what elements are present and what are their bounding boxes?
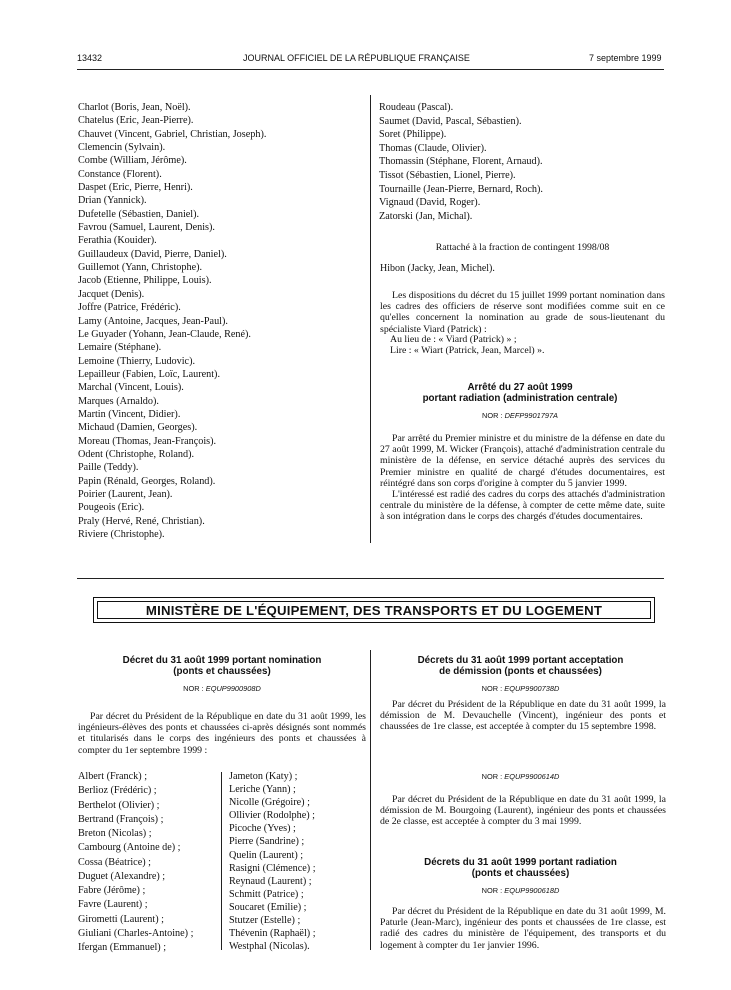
officer-name: Dufetelle (Sébastien, Daniel).	[78, 208, 200, 220]
radiation-paragraph: Par décret du Président de la République en date du 31 août 1999, M. Paturle (Jean-Marc), ingénieur des ponts et chaussées de 1re classe, est radié des cadres du ministère de l'équipement, des transports et du logement à compter du 1er janvier 1996.	[380, 906, 666, 951]
officer-name: Chatelus (Eric, Jean-Pierre).	[78, 115, 194, 127]
radiation-nor: NOR : EQUP9900618D	[481, 886, 560, 895]
officer-name: Zatorski (Jan, Michal).	[379, 210, 473, 222]
header-rule	[77, 69, 664, 70]
officer-name: Le Guyader (Yohann, Jean-Claude, René).	[78, 328, 251, 340]
officer-name: Soret (Philippe).	[379, 129, 447, 141]
officer-name: Lemoine (Thierry, Ludovic).	[78, 355, 196, 367]
officer-name: Saumet (David, Pascal, Sébastien).	[379, 115, 522, 127]
nominee-name: Quelin (Laurent) ;	[229, 849, 304, 861]
officer-name: Roudeau (Pascal).	[379, 102, 454, 113]
arrete-body	[380, 433, 665, 523]
officer-name: Charlot (Boris, Jean, Noël).	[78, 102, 191, 113]
page-number: 13432	[77, 53, 103, 63]
nominee-name: Favre (Laurent) ;	[78, 899, 148, 911]
nominee-name: Cambourg (Antoine de) ;	[78, 842, 181, 854]
arrete-nor: NOR : DEFP9901797A	[481, 411, 558, 420]
ministry-banner	[93, 597, 655, 623]
nominee-name: Jameton (Katy) ;	[229, 771, 298, 782]
officer-name: Thomassin (Stéphane, Florent, Arnaud).	[379, 156, 543, 168]
officer-name: Joffre (Patrice, Frédéric).	[78, 302, 181, 314]
rattache-name: Hibon (Jacky, Jean, Michel).	[380, 263, 495, 274]
officer-name: Tissot (Sébastien, Lionel, Pierre).	[379, 169, 516, 181]
correction-au-lieu: Au lieu de : « Viard (Patrick) » ;	[390, 334, 517, 345]
officer-name: Constance (Florent).	[78, 168, 162, 180]
nominee-name: Breton (Nicolas) ;	[78, 828, 152, 839]
nominee-name: Schmitt (Patrice) ;	[229, 888, 304, 900]
nominee-name: Duguet (Alexandre) ;	[78, 870, 166, 882]
officer-name: Lamy (Antoine, Jacques, Jean-Paul).	[78, 315, 228, 327]
demission-paragraph-2: Par décret du Président de la République en date du 31 août 1999, la démission de M. Bourgoing (Laurent), ingénieur des ponts et chaussées de 2e classe, est acceptée à compter du 3 mai 1999.	[380, 794, 666, 828]
officer-name: Poirier (Laurent, Jean).	[78, 488, 173, 500]
officer-name: Thomas (Claude, Olivier).	[379, 142, 487, 154]
officer-name: Michaud (Damien, Georges).	[78, 422, 198, 434]
demission-paragraph-1: Par décret du Président de la République en date du 31 août 1999, la démission de M. Devauchelle (Vincent), ingénieur des ponts et chaussées de 1re classe, est acceptée à compter du 15 septembre 1998.	[380, 699, 666, 733]
nominee-name: Ifergan (Emmanuel) ;	[78, 942, 167, 953]
nomination-title: Décret du 31 août 1999 portant nomination (ponts et chaussées)	[122, 655, 322, 677]
nominee-name: Reynaud (Laurent) ;	[229, 875, 312, 887]
nomination-paragraph: Par décret du Président de la République en date du 31 août 1999, les ingénieurs-élèves des ponts et chaussées ci-après désignés sont nommés et titularisés dans le corps des ingénieurs des ponts et chaussées à compter du 1er septembre 1999 :	[78, 711, 366, 756]
nominee-name: Berlioz (Frédéric) ;	[78, 785, 157, 797]
officer-name: Marques (Arnaldo).	[78, 395, 159, 407]
page-header	[0, 53, 731, 67]
demission-title: Décrets du 31 août 1999 portant acceptation de démission (ponts et chaussées)	[417, 655, 624, 677]
rattache-heading: Rattaché à la fraction de contingent 1998/08	[435, 242, 610, 253]
officer-name: Ferathia (Kouider).	[78, 235, 157, 247]
officer-name: Clemencin (Sylvain).	[78, 142, 166, 154]
radiation-title: Décrets du 31 août 1999 portant radiation (ponts et chaussées)	[424, 857, 617, 879]
officer-name: Drian (Yannick).	[78, 195, 147, 207]
ministry-title: MINISTÈRE DE L'ÉQUIPEMENT, DES TRANSPORTS ET DU LOGEMENT	[97, 601, 651, 619]
nominee-name: Ollivier (Rodolphe) ;	[229, 810, 316, 822]
arrete-title-line1: Arrêté du 27 août 1999	[467, 382, 573, 393]
arrete-title	[370, 383, 670, 404]
officer-name: Jacob (Etienne, Philippe, Louis).	[78, 275, 212, 287]
reserve-officers-list-left	[78, 101, 266, 541]
correction-lire: Lire : « Wiart (Patrick, Jean, Marcel) ».	[390, 345, 545, 356]
officer-name: Praly (Hervé, René, Christian).	[78, 515, 205, 527]
nominee-name: Leriche (Yann) ;	[229, 784, 296, 796]
column-divider-upper	[370, 95, 371, 543]
officer-name: Lemaire (Stéphane).	[78, 342, 162, 354]
issue-date: 7 septembre 1999	[589, 53, 662, 63]
officer-name: Lepailleur (Fabien, Loïc, Laurent).	[78, 368, 220, 380]
officer-name: Combe (William, Jérôme).	[78, 155, 187, 167]
nominee-name: Cossa (Béatrice) ;	[78, 856, 151, 868]
officer-name: Daspet (Eric, Pierre, Henri).	[78, 182, 193, 194]
officer-name: Chauvet (Vincent, Gabriel, Christian, Joseph).	[78, 128, 267, 140]
nominee-name: Picoche (Yves) ;	[229, 823, 296, 835]
nominee-name: Nicolle (Grégoire) ;	[229, 797, 310, 809]
nominee-name: Stutzer (Estelle) ;	[229, 915, 301, 927]
officer-name: Pougeois (Eric).	[78, 502, 145, 514]
demission-nor-1: NOR : EQUP9900738D	[481, 684, 560, 693]
arrete-para1: Par arrêté du Premier ministre et du ministre de la défense en date du 27 août 1999, M. Wicker (François), attaché d'administration centrale du ministère de la défense, en service détaché auprès des services du Premier ministre en qualité de chargé d'études documentaires, est réintégré dans son corps d'origine à compter du 5 janvier 1999.	[380, 433, 665, 489]
nominee-name: Bertrand (François) ;	[78, 813, 164, 825]
section-rule	[77, 578, 664, 579]
nominee-name: Berthelot (Olivier) ;	[78, 799, 160, 811]
nominees-list-right	[229, 770, 316, 953]
nominee-name: Girometti (Laurent) ;	[78, 913, 164, 925]
officer-name: Guillaudeux (David, Pierre, Daniel).	[78, 248, 227, 260]
arrete-title-line2: portant radiation (administration centrale)	[422, 392, 618, 404]
nominee-name: Westphal (Nicolas).	[229, 941, 310, 953]
nominee-name: Albert (Franck) ;	[78, 771, 148, 782]
column-divider-lower	[370, 650, 371, 950]
officer-name: Marchal (Vincent, Louis).	[78, 382, 184, 394]
nominee-name: Thévenin (Raphaël) ;	[229, 928, 316, 940]
nominee-name: Rasigni (Clémence) ;	[229, 862, 316, 874]
officer-name: Moreau (Thomas, Jean-François).	[78, 435, 217, 447]
nominee-name: Fabre (Jérôme) ;	[78, 885, 146, 896]
officer-name: Odent (Christophe, Roland).	[78, 448, 195, 460]
nomination-nor: NOR : EQUP9900908D	[183, 684, 261, 693]
officer-name: Riviere (Christophe).	[78, 529, 165, 540]
nominee-name: Giuliani (Charles-Antoine) ;	[78, 927, 194, 939]
reserve-officers-list-right	[379, 101, 543, 223]
officer-name: Paille (Teddy).	[78, 462, 139, 474]
nominee-name: Soucaret (Emilie) ;	[229, 901, 307, 913]
arrete-para2: L'intéressé est radié des cadres du corps des attachés d'administration centrale du ministère de la défense, à compter de cette même date, suite à son intégration dans le corps des chargés d'études documentaires.	[380, 489, 665, 523]
correction-paragraph: Les dispositions du décret du 15 juillet 1999 portant nomination dans les cadres des officiers de réserve sont modifiées comme suit en ce qu'elles concernent la nomination au grade de sous-lieutenant du spécialiste Viard (Patrick) :	[380, 290, 665, 335]
officer-name: Jacquet (Denis).	[78, 288, 145, 300]
demission-nor-2: NOR : EQUP9900614D	[481, 772, 560, 781]
nominee-column-divider	[221, 772, 222, 950]
officer-name: Martin (Vincent, Didier).	[78, 408, 181, 420]
officer-name: Guillemot (Yann, Christophe).	[78, 262, 203, 274]
nominee-name: Pierre (Sandrine) ;	[229, 836, 305, 848]
officer-name: Papin (Rénald, Georges, Roland).	[78, 475, 216, 487]
journal-title: JOURNAL OFFICIEL DE LA RÉPUBLIQUE FRANÇAISE	[243, 53, 470, 63]
officer-name: Tournaille (Jean-Pierre, Bernard, Roch).	[379, 183, 543, 195]
officer-name: Vignaud (David, Roger).	[379, 197, 481, 209]
nominees-list-left	[78, 770, 193, 955]
officer-name: Favrou (Samuel, Laurent, Denis).	[78, 222, 215, 234]
